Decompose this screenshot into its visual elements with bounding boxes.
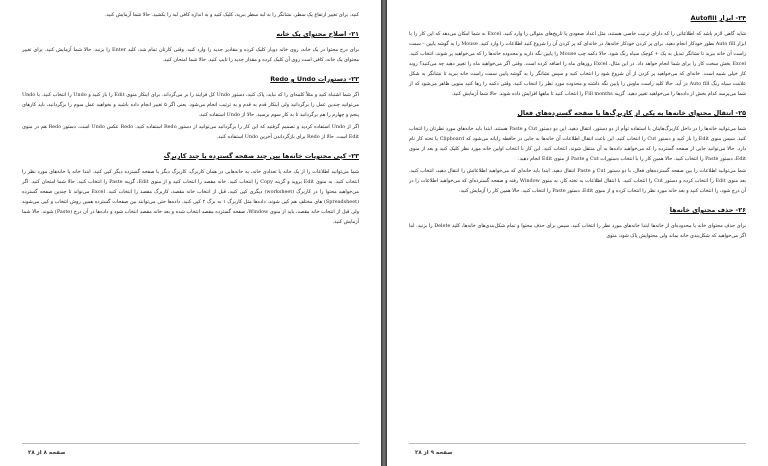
body-paragraph: اگر از Undo استفاده کردید و تصمیم گرفتید که این کار را برگردانید می‌توانید از دستور Redo استفاده کنید. Redo عکس Undo است. دستور Redo هم در منوی Edit است. حالا از Redo برای بازگرداندن آخرین Undo استفاده کنید. — [22, 124, 360, 140]
right-page — [387, 0, 768, 466]
section-heading: ۲۴- ابزار Autofill — [690, 14, 746, 22]
body-paragraph: شاید گاهی لازم باشد که اطلاعاتی را که دارای ترتیب خاصی هستند، مثل اعداد صعودی یا تاریخ‌های متوالی را وارد کنید. Excel به شما امکان می‌دهد که این کار را با ابزار Auto fill بطور خودکار انجام دهید. برای پر کردن خودکار خانه‌ها، در خانه‌ای که پر کردن آن را شروع کنید اطلاعات را وارد کنید. Mouse را به گوشه پایین – سمت راست آن خانه ببرید تا نشانگر تبدیل به یک + کوچک سیاه رنگ شود. حالا دکمه چپ Mouse را پایین نگه دارید و محدوده خانه‌ها را که می‌خواهید پر شوند، انتخاب کنید. Excel بخش سخت کار را برای شما انجام خواهد داد. در این مثال، Excel روزهای ماه را اضافه کرده است. وقتی اگر می‌خواهید ماه را تغییر دهید چه می‌کنید؟ روند کار خیلی شبیه است. خانه‌ای که می‌خواهید پر کردن از آن شروع شود را انتخاب کنید و سپس نشانگر را به گوشه پایین سمت راست خانه ببرید تا نشانگر به شکل علامت سیاه رنگ Auto fill در آید. حالا کلید راست ماوس را پایین نگه داشته و محدوده مورد نظر را انتخاب کنید. وقتی دکمه را رها کنید منویی ظاهر می‌شود که از شما می‌پرسد کدام بخش از داده‌ها را می‌خواهید تغییر دهید. گزینه Fill months را انتخاب کنید تا ماهها افزایش داده شوند. حالا شما آزمایش کنید. — [409, 31, 747, 97]
left-page-content — [22, 10, 359, 436]
body-paragraph: اگر شما اشتباه کنید و مثلاً کلمه‌ای را که نباید، پاک کنید، دستور Undo کل فرایند را بر می‌گرداند. برای اینکار منوی Edit را باز کنید و Undo را انتخاب کنید. با Undo می‌توانید چندین عمل را برگردانید ولی اینکار قدم به قدم و به ترتیب انجام می‌شود. یعنی اگر ۵ تغییر انجام داده باشید و بخواهید عمل سوم را برگردانید، باید کارهای پنجم و چهارم را هم برگردانید تا به کار سوم برسید. حالا از Undo استفاده کنید. — [22, 92, 359, 118]
section-heading: ۲۱- اصلاح محتوای یک خانه — [276, 30, 359, 38]
page-number: صفحه ۸ از ۲۸ — [28, 450, 66, 456]
section-heading: ۲۶- حذف محتوای خانه‌ها — [669, 206, 746, 214]
section-heading: ۲۲- دستورات Undo و Redo — [270, 75, 359, 83]
page-number: صفحه ۹ از ۲۸ — [415, 450, 453, 456]
body-paragraph: شما می‌توانید اطلاعات را از یک خانه یا تعدادی خانه، به خانه‌هایی در همان کاربرگ، کاربرگ دیگر یا صفحه گسترده دیگر کپی کنید. ابتدا خانه یا خانه‌های مورد نظر را انتخاب کنید. به منوی Edit بروید و گزینه Copy را انتخاب کنید. خانه مقصد را انتخاب کنید و از منوی Edit، گزینه Paste را انتخاب کنید. حالا شما امتحان کنید. اگر می‌خواهید محتوا را در کاربرگ (worksheet) دیگری کپی کنید، قبل از انتخاب خانه مقصد، کاربرگ مقصد را انتخاب کنید. Excel می‌تواند تا چندین صفحه گسترده (Spreadsheet) های مختلف هم کپی شوند. داده‌ها مثل کاربرگ ۱ به برگ ۲ کپی کنید. داده‌ها حتی می‌توانند بین صفحات گسترده همین روش انتخاب و کپی می‌شوند ولی قبل از انتخاب خانه مقصد، باید از منوی Window، صفحه گسترده مقصد انتخاب شده و بعد خانه مقصد انتخاب شود و داده‌ها در آن درج (Paste) شوند. حالا شما آزمایش کنید. — [22, 169, 360, 225]
body-paragraph: برای درج محتوا در یک خانه، روی خانه دوبار کلیک کرده و مقادیر جدید را وارد کنید. وقتی کارتان تمام شد، کلید Enter را بزنید. حالا شما آزمایش کنید. برای تغییر محتوای یک خانه، کافی است روی آن کلیک کرده و مقدار جدید را تایپ کنید. حالا شما امتحان کنید. — [22, 47, 359, 63]
right-page-content — [409, 10, 746, 436]
body-paragraph: شما می‌توانید اطلاعات را بین صفحه گسترده‌های فعال، با دو دستور Cut و Paste انتقال دهید. ابتدا باید خانه‌ای که می‌خواهید اطلاعاتش را انتقال دهید، انتخاب کنید. بعد منوی Edit را انتخاب کرده و دستور Cut را انتخاب کنید. با انتقال اطلاعات به تخته کار، به منوی Window رفته و صفحه گسترده‌ای که می‌خواهید اطلاعات را در آن درج شود، را انتخاب کنید و بعد خانه مورد نظر را انتخاب کرده و از منوی Edit، دستور Paste را انتخاب کنید. حالا همین کار را آزمایش کنید. — [409, 168, 746, 194]
body-paragraph: برای حذف محتوای خانه یا محدوده‌ای از خانه‌ها ابتدا خانه‌های مورد نظر را انتخاب کنید. سپس برای حذف محتوا و تمام شکل‌بندی‌های خانه‌ها، کلید Delete را بزنید. اما اگر می‌خواهید که شکل‌بندی خانه بماند ولی محتوایش پاک شود، منوی — [409, 223, 747, 239]
body-paragraph: کنید. برای تغییر ارتفاع یک سطر، نشانگر را به لبه سطر ببرید، کلیک کنید و به اندازه کافی لبه را بکشید. حالا شما آزمایش کنید. — [104, 12, 359, 18]
section-heading: ۲۵- انتقال محتوای خانه‌ها به یکی از کاربرگ‌ها یا صفحه گسترده‌های فعال — [517, 109, 746, 117]
left-page — [0, 0, 381, 466]
body-paragraph: شما می‌توانید خانه‌ها را در داخل کاربرگ‌هایتان با استفاده توأم از دو دستور، انتقال دهید. این دو دستور Cut و Paste هستند. ابتدا باید خانه‌های مورد نظرتان را انتخاب کنید. سپس منوی Edit را باز کنید و دستور Cut را انتخاب کنید. این باعث انتقال اطلاعات آن خانه‌ها به جایی در حافظه رایانه می‌شود که Clipboard یا تخته کار نام دارد. حالا می‌توانید جایی از صفحه گسترده را که می‌خواهید داده‌ها به آن منتقل شوند، انتخاب کنید. این کار با انتخاب اولین خانه مورد نظر کلیک کنید و بعد از منوی Edit، دستور Paste را انتخاب کنید. حالا همین کار را با انتخاب دستورات Cut و Paste از منوی Edit انجام دهید. — [409, 126, 746, 162]
footer-rule — [409, 443, 746, 444]
footer-rule — [22, 443, 359, 444]
section-heading: ۲۳- کپی محتویات خانه‌ها بین چند صفحه گسترده یا چند کاربرگ — [163, 152, 359, 160]
